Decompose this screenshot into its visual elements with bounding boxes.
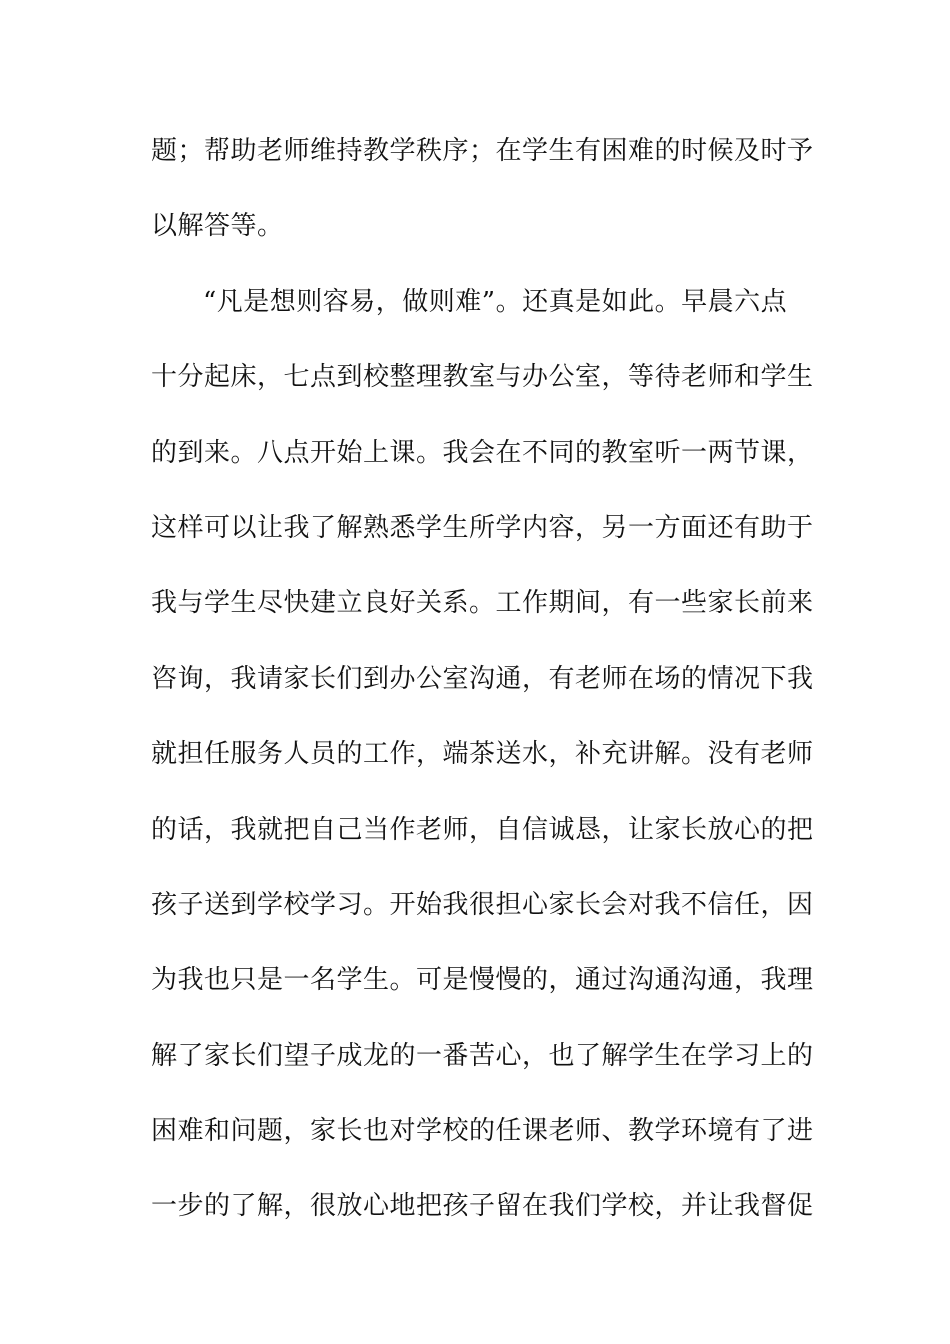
text-line: 解了家长们望子成龙的一番苦心，也了解学生在学习上的 xyxy=(151,1040,814,1071)
text-line: 一步的了解，很放心地把孩子留在我们学校，并让我督促 xyxy=(151,1191,814,1222)
text-line: 孩子送到学校学习。开始我很担心家长会对我不信任，因 xyxy=(151,889,814,920)
body-text xyxy=(151,125,814,1256)
text-line: 就担任服务人员的工作，端茶送水，补充讲解。没有老师 xyxy=(151,739,814,770)
text-line: 我与学生尽快建立良好关系。工作期间，有一些家长前来 xyxy=(151,588,814,619)
text-line: 困难和问题，家长也对学校的任课老师、教学环境有了进 xyxy=(151,1116,814,1147)
text-line: 的到来。八点开始上课。我会在不同的教室听一两节课， xyxy=(151,437,814,468)
text-line: 咨询，我请家长们到办公室沟通，有老师在场的情况下我 xyxy=(151,663,814,694)
text-line: 以解答等。 xyxy=(151,211,284,242)
paragraph-first-line: “凡是想则容易，做则难”。还真是如此。早晨六点 xyxy=(203,286,788,317)
text-line: 这样可以让我了解熟悉学生所学内容，另一方面还有助于 xyxy=(151,512,814,543)
text-line: 为我也只是一名学生。可是慢慢的，通过沟通沟通，我理 xyxy=(151,965,814,996)
text-line: 十分起床，七点到校整理教室与办公室，等待老师和学生 xyxy=(151,362,814,393)
text-line: 题；帮助老师维持教学秩序；在学生有困难的时候及时予 xyxy=(151,136,814,166)
text-line: 的话，我就把自己当作老师，自信诚恳，让家长放心的把 xyxy=(151,814,814,845)
